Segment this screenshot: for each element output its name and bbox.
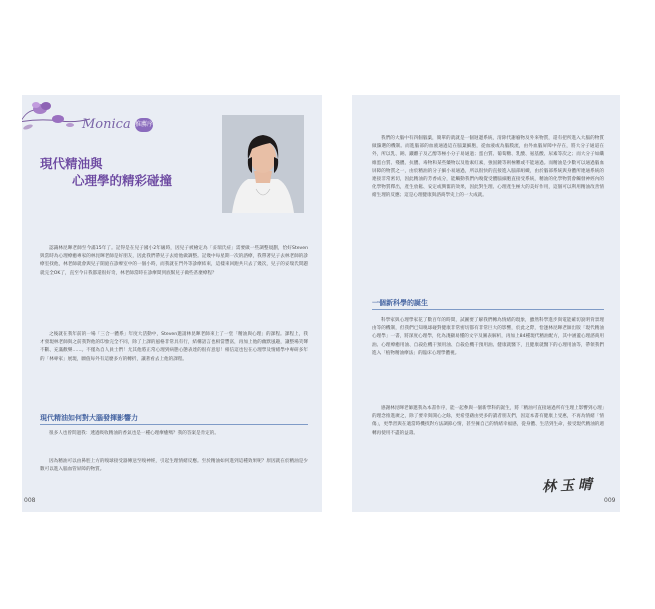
section-title: 一個新科學的誕生 bbox=[372, 299, 428, 307]
paragraph: 認識林昆暉老師至今滿15年了。記得是在兒子國小2年級時，因兒子被檢定為「妥瑞氏症」需要做一些調整規劃，恰好Steven與當時為心理療癒專家的林昆暉老師是好朋友，因此我們帶兒子去給他做調整。記幾中每星期一次的諮療，我帶著兒子去林老師的診療室找他，林老師就會與兒子開庭在診療室中的一個小時，而我就在門外等診療結束，這樣來回跑共只去了幾次，兒子的妥瑞氏問題就完全OK了，直至今日我都還很好奇，林老師當時在診療間到底幫兒子做些甚麼療程？ bbox=[40, 246, 308, 276]
author-badge: 推薦序 bbox=[135, 118, 153, 132]
paragraph: 感謝林昆暉老師邀我為本書作序，能一起參與一個新學科的誕生，將「精油可直接通過所有生理上影響到心理」的理念推進廣之，除了要幸與開心之餘，更希望藉由更多的讀者朋友們，因這本書有健康上受惠，不再為情緒「情傷」，更學習與在適當時機找對方法調節心情，甚至擁自己的情緒幸福感，從身體、生活到生命，接受現代精油的週轉再使用不盡的益壽。 bbox=[372, 406, 604, 436]
paragraph: 因為精油可以由鼻腔上方的嗅球接受器傳送至嗅神經，引起生理情緒反應。至於精油如何進到這種效果呢？原因就在於精油是少數可以進入腦血管屏障的物質。 bbox=[40, 459, 308, 473]
section-title: 現代精油如何對大腦發揮影響力 bbox=[40, 414, 138, 422]
paragraph: 之後就在我年前的一場「三合一體系」年度大活動中，Steven邀請林昆暉老師來上了一堂「精油與心理」的課程。課程上，我才發現林老師與之前我對他的印象完全不同，除了上課的風格非常具有行，結構語言也相當豐富，再加上他的幽默風趣，讓整場笑聲不斷、充滿歡樂……。不僅為自人員士們！尤其他將正常心理到病態心態表達的很有意思！相信這也包在心理學及情緒學中專研多年的「林專家」展現，願值每外有這麼多方的轉折，讓著看去上他的課程。 bbox=[40, 332, 308, 362]
page-number: 009 bbox=[604, 497, 616, 504]
paragraph: 科學家與心理學家花了數百年的時間，試圖要了解我們轉為情緒的現象，雖然科學進步與電能確切說明背景理由等的機制，但我們已知嗅球碰對健康非常密切都有非常巨大的影響，於此之際，恰逢林昆暉老師出版「現代精油心理學」一書，將深度心理學，化為淺顯易懂的文字及圖表解析，再加上84種現代精油配方，其中涵蓋心理諮商用油、心理療癒用油、自殺危機干預用油、自殺危機干預用油、健康就醫下，且健康就醫下的心理用油等，帶領我們進入「植物精油療法」的臨床心理學體視。 bbox=[372, 318, 604, 356]
paragraph: 我們的大腦中有四個腦葉，簡單的就就是一個迴邊系統，清除代謝廢物及外來物質，還有把所進入大腦的物質做篩選的機制。而進腦部的血液通過這在腦葉細胞，從血液或為腦膜流，由外血腦屏障中存在，將大分子通道在外，所以乳、鈉、鐵離子及乙醇等極小分子易通過；蛋白質、葡萄糖、乳酸、氨基酸、尿素等次之；而大分子如纖維蛋白質、殘體、抗體、毒物和某些藥物以及胎素紅素，強固鏈等則極難或不能通過。而精油是少數可以通過腦血屏障的物質之一，由於精油的分子細小易通過，所以很快的直接進入腦部組織，由於腦部系統與身體所連通系統的連接非常密切，因此精油的芳香成分，能觸動我們內嗅覺受體腦細胞直接受系統，精油的化學物質會觸發神經內的化學物質釋出，產生放鬆、安定或興奮的效果，因此對生理、心理產生極大的美好作用，這個可以利用精油改善情緒生理的反應；這是心理健康與諮商學史上的一大成就。 bbox=[372, 136, 604, 199]
signature: 林玉晴 bbox=[541, 476, 597, 496]
portrait-image bbox=[222, 115, 304, 213]
left-page bbox=[22, 95, 322, 512]
section-divider bbox=[372, 309, 604, 310]
paragraph: 很多人也曾問過我：透過吸收精油的香氣也是一種心理療癒嗎？我的答案是肯定的。 bbox=[49, 431, 219, 436]
title-line-2: 心理學的精彩碰撞 bbox=[72, 173, 173, 188]
right-page bbox=[352, 95, 620, 512]
title-line-1: 現代精油與 bbox=[40, 156, 103, 171]
page-title bbox=[40, 155, 215, 189]
page-number: 008 bbox=[24, 497, 36, 504]
author-name: Monica bbox=[82, 117, 131, 132]
section-divider bbox=[40, 424, 308, 425]
